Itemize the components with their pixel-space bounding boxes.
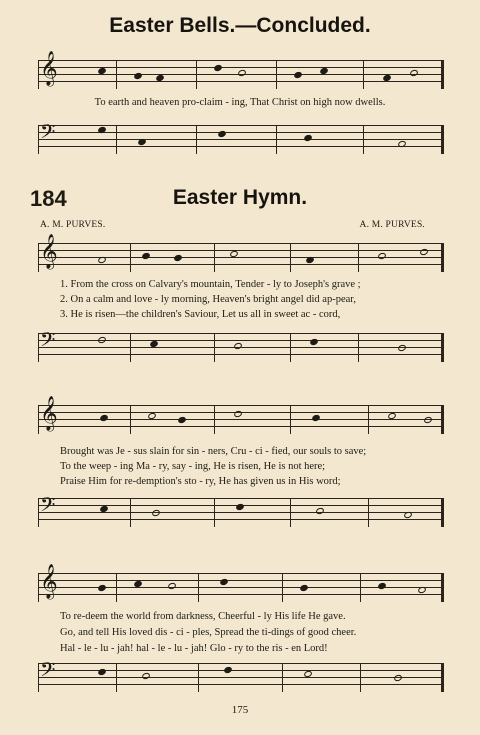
verse-2-line: To the weep - ing Ma - ry, say - ing, He is risen, He is not here; [60,461,326,472]
treble-staff [38,234,444,271]
treble-clef-icon: 𝄞 [40,396,58,431]
verse-1-line: To re-deem the world from darkness, Cheerful - ly His life He gave. [60,611,346,622]
treble-clef-icon: 𝄞 [40,51,58,86]
treble-staff [38,564,444,601]
verse-2-line: Go, and tell His loved dis - ci - ples, Spread the ti-dings of good cheer. [60,627,357,638]
hymn-number: 184 [30,186,67,211]
verse-3-line: Praise Him for re-demption's sto - ry, He has given us in His word; [60,476,341,487]
bass-staff [38,120,444,153]
section-title-concluded: Easter Bells.—Concluded. [109,14,371,37]
treble-staff [38,51,444,88]
hymn-title: Easter Hymn. [172,186,308,209]
verse-3-line: 3. He is risen—the children's Saviour, Let us all in sweet ac - cord, [60,309,341,320]
verse-3-line: Hal - le - lu - jah! hal - le - lu - jah! Glo - ry to the ris - en Lord! [60,643,328,654]
credit-music: A. M. PURVES. [359,220,425,230]
verse-2-line: 2. On a calm and love - ly morning, Heaven's bright angel did ap-pear, [60,294,356,305]
verse-1-line: 1. From the cross on Calvary's mountain, Tender - ly to Joseph's grave ; [60,279,361,290]
page-number: 175 [231,704,249,716]
credit-words: A. M. PURVES. [40,220,106,230]
bass-clef-icon: 𝄢 [40,493,56,521]
treble-clef-icon: 𝄞 [40,564,58,599]
bass-staff [38,658,444,691]
lyric-line: To earth and heaven pro-claim - ing, That Christ on high now dwells. [94,97,386,108]
bass-clef-icon: 𝄢 [40,328,56,356]
verse-1-line: Brought was Je - sus slain for sin - ners, Cru - ci - fied, our souls to save; [60,446,367,457]
bass-staff [38,493,444,526]
bass-clef-icon: 𝄢 [40,120,56,148]
treble-staff [38,396,444,433]
bass-clef-icon: 𝄢 [40,658,56,686]
bass-staff [38,328,444,361]
treble-clef-icon: 𝄞 [40,234,58,269]
